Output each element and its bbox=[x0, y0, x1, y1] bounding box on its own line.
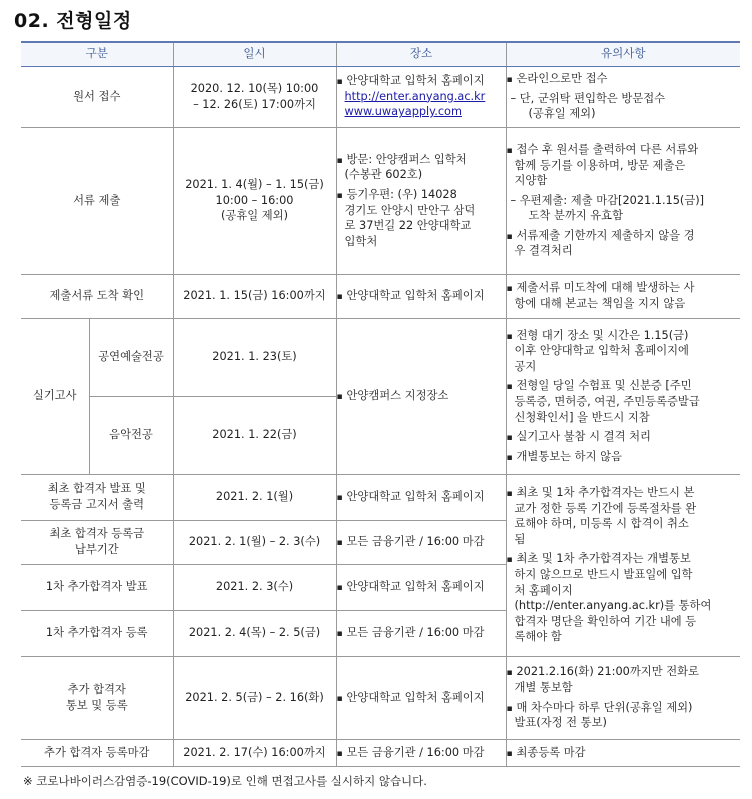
date-line: 2020. 12. 10(목) 10:00 bbox=[190, 81, 319, 95]
place-cell bbox=[336, 520, 506, 564]
date-cell: 2021. 1. 22(금) bbox=[173, 396, 336, 474]
table-row bbox=[21, 127, 740, 274]
note-line: ▪ 전형일 당일 수험표 및 신분증 [주민 bbox=[507, 378, 741, 394]
header-place: 장소 bbox=[336, 42, 506, 66]
place-line: (수봉관 602호) bbox=[344, 168, 423, 182]
header-notes: 유의사항 bbox=[506, 42, 740, 66]
date-cell: 2021. 2. 5(금) – 2. 16(화) bbox=[173, 656, 336, 739]
place-cell bbox=[336, 739, 506, 766]
note-line: 하지 않으므로 반드시 발표일에 입학 bbox=[514, 568, 693, 581]
note-line: (공휴일 제외) bbox=[528, 107, 596, 121]
place-line: ▪ 안양대학교 입학처 홈페이지 bbox=[337, 579, 506, 595]
place-line: ▪ 안양대학교 입학처 홈페이지 bbox=[337, 690, 506, 706]
place-line: 입학처 bbox=[344, 234, 378, 248]
note-line: 등록증, 면허증, 여권, 주민등록증발급 bbox=[514, 395, 700, 408]
note-line: 신청확인서] 을 반드시 지참 bbox=[514, 410, 650, 424]
category-cell: 실기고사 bbox=[21, 318, 89, 474]
note-line: ▪ 매 차수마다 하루 단위(공휴일 제외) bbox=[507, 700, 741, 716]
note-line: 됨 bbox=[514, 532, 526, 546]
schedule-table bbox=[21, 41, 740, 767]
notes-cell bbox=[506, 274, 740, 318]
table-row bbox=[21, 739, 740, 766]
category-line: 통보 및 등록 bbox=[65, 698, 128, 712]
note-line: 공지 bbox=[514, 359, 537, 373]
table-row bbox=[21, 274, 740, 318]
date-cell: 2021. 1. 23(토) bbox=[173, 318, 336, 396]
subcategory-cell: 공연예술전공 bbox=[89, 318, 173, 396]
enter-anyang-link[interactable]: http://enter.anyang.ac.kr bbox=[344, 89, 486, 103]
note-line: ▪ 최초 및 1차 추가합격자는 개별통보 bbox=[507, 551, 741, 567]
date-cell bbox=[173, 66, 336, 127]
date-cell: 2021. 2. 3(수) bbox=[173, 564, 336, 610]
place-line: ▪ 안양대학교 입학처 홈페이지 bbox=[337, 73, 506, 89]
category-cell: 추가 합격자 등록마감 bbox=[21, 739, 173, 766]
category-line: 납부기간 bbox=[74, 543, 119, 556]
notes-cell bbox=[506, 66, 740, 127]
header-category: 구분 bbox=[21, 42, 173, 66]
note-line: ▪ 온라인으로만 접수 bbox=[507, 71, 741, 87]
note-line: 합격자 명단을 확인하여 기간 내에 등 bbox=[514, 614, 697, 628]
category-cell bbox=[21, 474, 173, 520]
table-row bbox=[21, 66, 740, 127]
category-cell: 원서 접수 bbox=[21, 66, 173, 127]
notes-cell bbox=[506, 318, 740, 474]
note-line: – 우편제출: 제출 마감[2021.1.15(금)] bbox=[510, 193, 705, 207]
place-line: ▪ 안양대학교 입학처 홈페이지 bbox=[337, 489, 506, 505]
notes-cell bbox=[506, 739, 740, 766]
category-cell: 1차 추가합격자 발표 bbox=[21, 564, 173, 610]
date-cell: 2021. 1. 15(금) 16:00까지 bbox=[173, 274, 336, 318]
note-line: ▪ 실기고사 불참 시 결격 처리 bbox=[507, 429, 741, 445]
category-line: 추가 합격자 bbox=[67, 682, 126, 696]
place-cell bbox=[336, 274, 506, 318]
category-cell: 제출서류 도착 확인 bbox=[21, 274, 173, 318]
note-line: ▪ 최초 및 1차 추가합격자는 반드시 본 bbox=[507, 485, 741, 501]
note-line: – 단, 군위탁 편입학은 방문접수 bbox=[510, 91, 666, 105]
header-date: 일시 bbox=[173, 42, 336, 66]
place-cell bbox=[336, 127, 506, 274]
date-cell bbox=[173, 127, 336, 274]
place-line: 로 37번길 22 안양대학교 bbox=[344, 219, 472, 233]
note-line: 지양함 bbox=[514, 174, 548, 188]
note-line: (http://enter.anyang.ac.kr)를 통하여 bbox=[514, 599, 712, 613]
note-line: 처 홈페이지 bbox=[514, 583, 573, 597]
uwayapply-link[interactable]: www.uwayapply.com bbox=[344, 105, 462, 119]
notes-cell bbox=[506, 127, 740, 274]
note-line: ▪ 서류제출 기한까지 제출하지 않을 경 bbox=[507, 228, 741, 244]
notes-cell bbox=[506, 474, 740, 656]
note-line: 도착 분까지 유효함 bbox=[528, 209, 623, 223]
category-cell bbox=[21, 656, 173, 739]
place-cell bbox=[336, 318, 506, 474]
table-header-row bbox=[21, 42, 740, 66]
place-cell bbox=[336, 610, 506, 656]
date-line: – 12. 26(토) 17:00까지 bbox=[193, 97, 316, 111]
place-line: ▪ 안양캠퍼스 지정장소 bbox=[337, 388, 506, 404]
note-line: ▪ 전형 대기 장소 및 시간은 1.15(금) bbox=[507, 328, 741, 344]
note-line: 항에 대해 본교는 책임을 지지 않음 bbox=[514, 297, 686, 310]
table-row bbox=[21, 318, 740, 396]
category-line: 등록금 고지서 출력 bbox=[49, 498, 144, 511]
place-line: ▪ 모든 금융기관 / 16:00 마감 bbox=[337, 625, 506, 641]
category-cell: 서류 제출 bbox=[21, 127, 173, 274]
table-row bbox=[21, 474, 740, 520]
note-line: ▪ 개별통보는 하지 않음 bbox=[507, 449, 741, 465]
note-line: ▪ 최종등록 마감 bbox=[507, 745, 741, 761]
note-line: ▪ 제출서류 미도착에 대해 발생하는 사 bbox=[507, 280, 741, 296]
note-line: 록해야 함 bbox=[514, 630, 562, 644]
place-cell bbox=[336, 656, 506, 739]
date-cell: 2021. 2. 1(월) – 2. 3(수) bbox=[173, 520, 336, 564]
date-cell: 2021. 2. 1(월) bbox=[173, 474, 336, 520]
category-cell: 1차 추가합격자 등록 bbox=[21, 610, 173, 656]
place-line: ▪ 모든 금융기관 / 16:00 마감 bbox=[337, 534, 506, 550]
note-line: ▪ 접수 후 원서를 출력하여 다른 서류와 bbox=[507, 142, 741, 158]
place-line: ▪ 등기우편: (우) 14028 bbox=[337, 187, 506, 203]
place-line: 경기도 안양시 만안구 삼덕 bbox=[344, 203, 476, 217]
date-line: (공휴일 제외) bbox=[221, 209, 288, 223]
note-line: ▪ 2021.2.16(화) 21:00까지만 전화로 bbox=[507, 664, 741, 680]
subcategory-cell: 음악전공 bbox=[89, 396, 173, 474]
section-title: 02. 전형일정 bbox=[14, 10, 132, 32]
notes-cell bbox=[506, 656, 740, 739]
note-line: 교가 정한 등록 기간에 등록절차를 완 bbox=[514, 501, 697, 515]
category-line: 최초 합격자 발표 및 bbox=[47, 482, 146, 496]
date-line: 10:00 – 16:00 bbox=[215, 193, 294, 207]
place-line: ▪ 안양대학교 입학처 홈페이지 bbox=[337, 288, 506, 304]
date-cell: 2021. 2. 17(수) 16:00까지 bbox=[173, 739, 336, 766]
place-cell bbox=[336, 66, 506, 127]
note-line: 이후 안양대학교 입학처 홈페이지에 bbox=[514, 344, 689, 358]
category-cell bbox=[21, 520, 173, 564]
place-cell bbox=[336, 474, 506, 520]
note-line: 개별 통보함 bbox=[514, 680, 573, 694]
table-row bbox=[21, 656, 740, 739]
note-line: 함께 등기를 이용하며, 방문 제출은 bbox=[514, 158, 686, 172]
footnote: ※ 코로나바이러스감염증-19(COVID-19)로 인해 면접고사를 실시하지 않습니다. bbox=[23, 774, 427, 788]
category-line: 최초 합격자 등록금 bbox=[49, 527, 144, 541]
date-line: 2021. 1. 4(월) – 1. 15(금) bbox=[185, 178, 324, 192]
date-cell: 2021. 2. 4(목) – 2. 5(금) bbox=[173, 610, 336, 656]
place-line: ▪ 방문: 안양캠퍼스 입학처 bbox=[337, 152, 506, 168]
note-line: 우 결격처리 bbox=[514, 244, 573, 258]
note-line: 료해야 하며, 미등록 시 합격이 취소 bbox=[514, 517, 689, 531]
place-cell bbox=[336, 564, 506, 610]
note-line: 발표(자정 전 통보) bbox=[514, 716, 607, 730]
place-line: ▪ 모든 금융기관 / 16:00 마감 bbox=[337, 745, 506, 761]
